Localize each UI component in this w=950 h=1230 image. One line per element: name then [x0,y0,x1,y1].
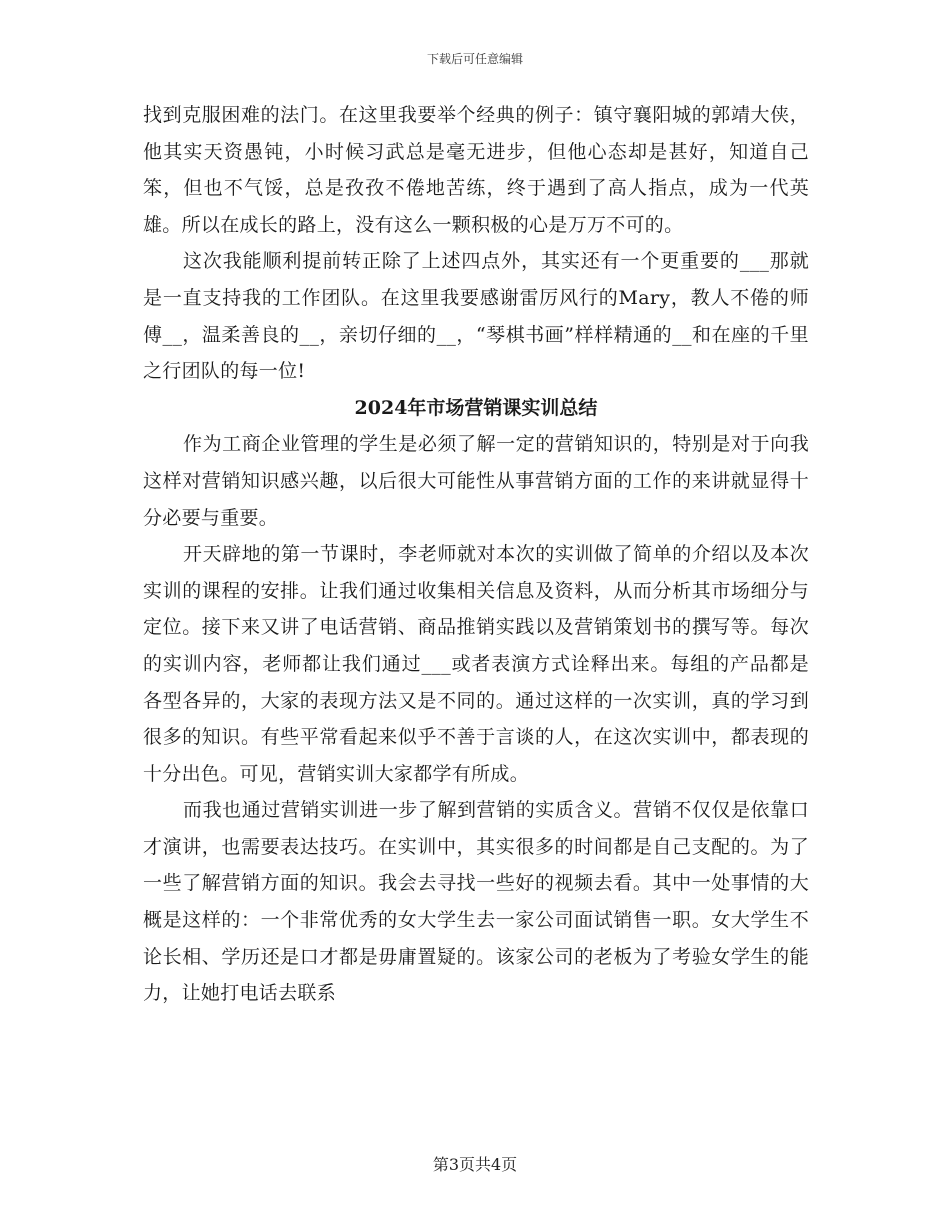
page-footer: 第3页共4页 [432,1155,518,1174]
paragraph-first-class: 开天辟地的第一节课时，李老师就对本次的实训做了简单的介绍以及本次实训的课程的安排。让我们通过收集相关信息及资料，从而分析其市场细分与定位。接下来又讲了电话营销、商品推销实践以及营销策划书的撰写等。每次的实训内容，老师都让我们通过___或者表演方式诠释出来。每组的产品都是各型各异的，大家的表现方法又是不同的。通过这样的一次实训，真的学习到很多的知识。有些平常看起来似乎不善于言谈的人，在这次实训中，都表现的十分出色。可见，营销实训大家都学有所成。 [143,543,809,785]
page-header: 下载后可任意编辑 [426,52,523,66]
paragraph-intro: 作为工商企业管理的学生是必须了解一定的营销知识的，特别是对于向我这样对营销知识感兴趣，以后很大可能性从事营销方面的工作的来讲就显得十分必要与重要。 [143,433,809,529]
paragraph-continuation: 找到克服困难的法门。在这里我要举个经典的例子：镇守襄阳城的郭靖大侠，他其实天资愚钝，小时候习武总是毫无进步，但他心态却是甚好，知道自己笨，但也不气馁，总是孜孜不倦地苦练，终于遇到了高人指点，成为一代英雄。所以在成长的路上，没有这么一颗积极的心是万万不可的。 [143,104,809,236]
paragraph-marketing-meaning: 而我也通过营销实训进一步了解到营销的实质含义。营销不仅仅是依靠口才演讲，也需要表达技巧。在实训中，其实很多的时间都是自己支配的。为了一些了解营销方面的知识。我会去寻找一些好的视频去看。其中一处事情的大概是这样的：一个非常优秀的女大学生去一家公司面试销售一职。女大学生不论长相、学历还是口才都是毋庸置疑的。该家公司的老板为了考验女学生的能力，让她打电话去联系 [143,799,809,1005]
section-title: 2024年市场营销课实训总结 [354,396,598,419]
paragraph-team-thanks: 这次我能顺利提前转正除了上述四点外，其实还有一个更重要的___那就是一直支持我的工作团队。在这里我要感谢雷厉风行的Mary，教人不倦的师傅__，温柔善良的__，亲切仔细的__，“琴棋书画”样样精通的__和在座的千里之行团队的每一位! [143,250,809,383]
document-body [143,97,809,1012]
